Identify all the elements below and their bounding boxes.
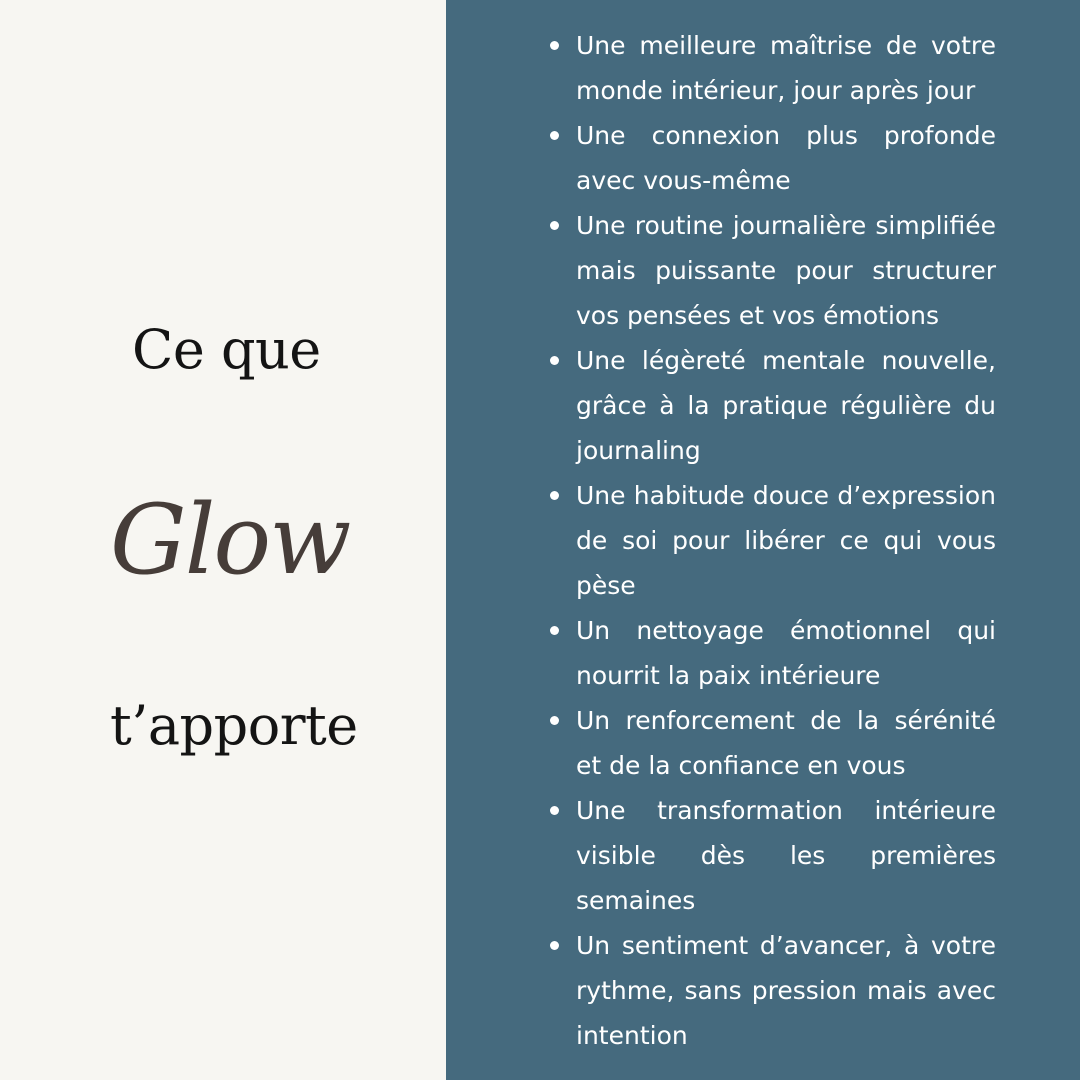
benefit-item (576, 338, 996, 473)
benefit-item (576, 923, 996, 1058)
left-panel (0, 0, 446, 1080)
benefit-text: Une routine journalière simplifiée mais puissante pour structurer vos pensées et vos émotions (576, 211, 996, 330)
benefit-text: Une transformation intérieure visible dès les premières semaines (576, 796, 996, 915)
bullet-dot-icon (550, 626, 559, 635)
bullet-dot-icon (550, 491, 559, 500)
brand-name-glow: Glow (110, 484, 350, 596)
bullet-dot-icon (550, 356, 559, 365)
heading-line-ce-que: Ce que (132, 318, 321, 381)
benefit-list (576, 23, 996, 1058)
bullet-dot-icon (550, 221, 559, 230)
bullet-dot-icon (550, 41, 559, 50)
benefit-item (576, 113, 996, 203)
heading-line-tapporte: t’apporte (110, 694, 358, 757)
benefit-text: Une légèreté mentale nouvelle, grâce à la pratique régulière du journaling (576, 346, 996, 465)
bullet-dot-icon (550, 716, 559, 725)
bullet-dot-icon (550, 131, 559, 140)
bullet-dot-icon (550, 806, 559, 815)
bullet-dot-icon (550, 941, 559, 950)
benefit-item (576, 203, 996, 338)
benefit-item (576, 473, 996, 608)
benefit-text: Une connexion plus profonde avec vous-même (576, 121, 996, 195)
benefit-text: Un sentiment d’avancer, à votre rythme, sans pression mais avec intention (576, 931, 996, 1050)
benefit-text: Un nettoyage émotionnel qui nourrit la paix intérieure (576, 616, 996, 690)
benefit-item (576, 23, 996, 113)
benefit-item (576, 788, 996, 923)
benefit-text: Une meilleure maîtrise de votre monde intérieur, jour après jour (576, 31, 996, 105)
benefit-item (576, 608, 996, 698)
benefit-text: Un renforcement de la sérénité et de la confiance en vous (576, 706, 996, 780)
benefit-text: Une habitude douce d’expression de soi pour libérer ce qui vous pèse (576, 481, 996, 600)
benefit-item (576, 698, 996, 788)
